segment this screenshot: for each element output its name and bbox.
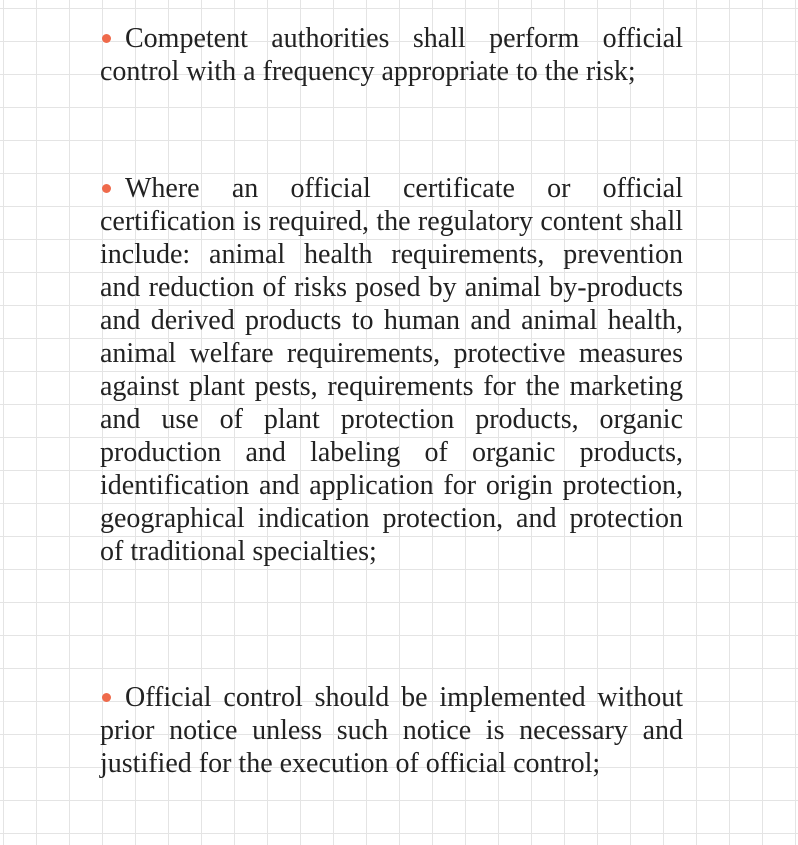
bullet-text: Where an official certificate or official certification is required, the regulatory content shall include: animal health requirements, prevention and reduction of risks posed by animal by-products and derived products to human and animal health, animal welfare requirements, protective measures against plant pests, requirements for the marketing and use of plant protection products, organic production and labeling of organic products, identification and application for origin protection, geographical indication protection, and protection of traditional specialties; — [100, 173, 683, 567]
bullet-item-certification — [100, 172, 683, 568]
bullet-text: Competent authorities shall perform official control with a frequency appropriate to the risk; — [100, 23, 683, 87]
bullet-item-frequency — [100, 22, 683, 88]
bullet-text: Official control should be implemented without prior notice unless such notice is necessary and justified for the execution of official control; — [100, 682, 683, 779]
bullet-dot-icon — [102, 693, 111, 702]
bullet-dot-icon — [102, 34, 111, 43]
bullet-item-prior-notice — [100, 681, 683, 780]
bullet-dot-icon — [102, 184, 111, 193]
